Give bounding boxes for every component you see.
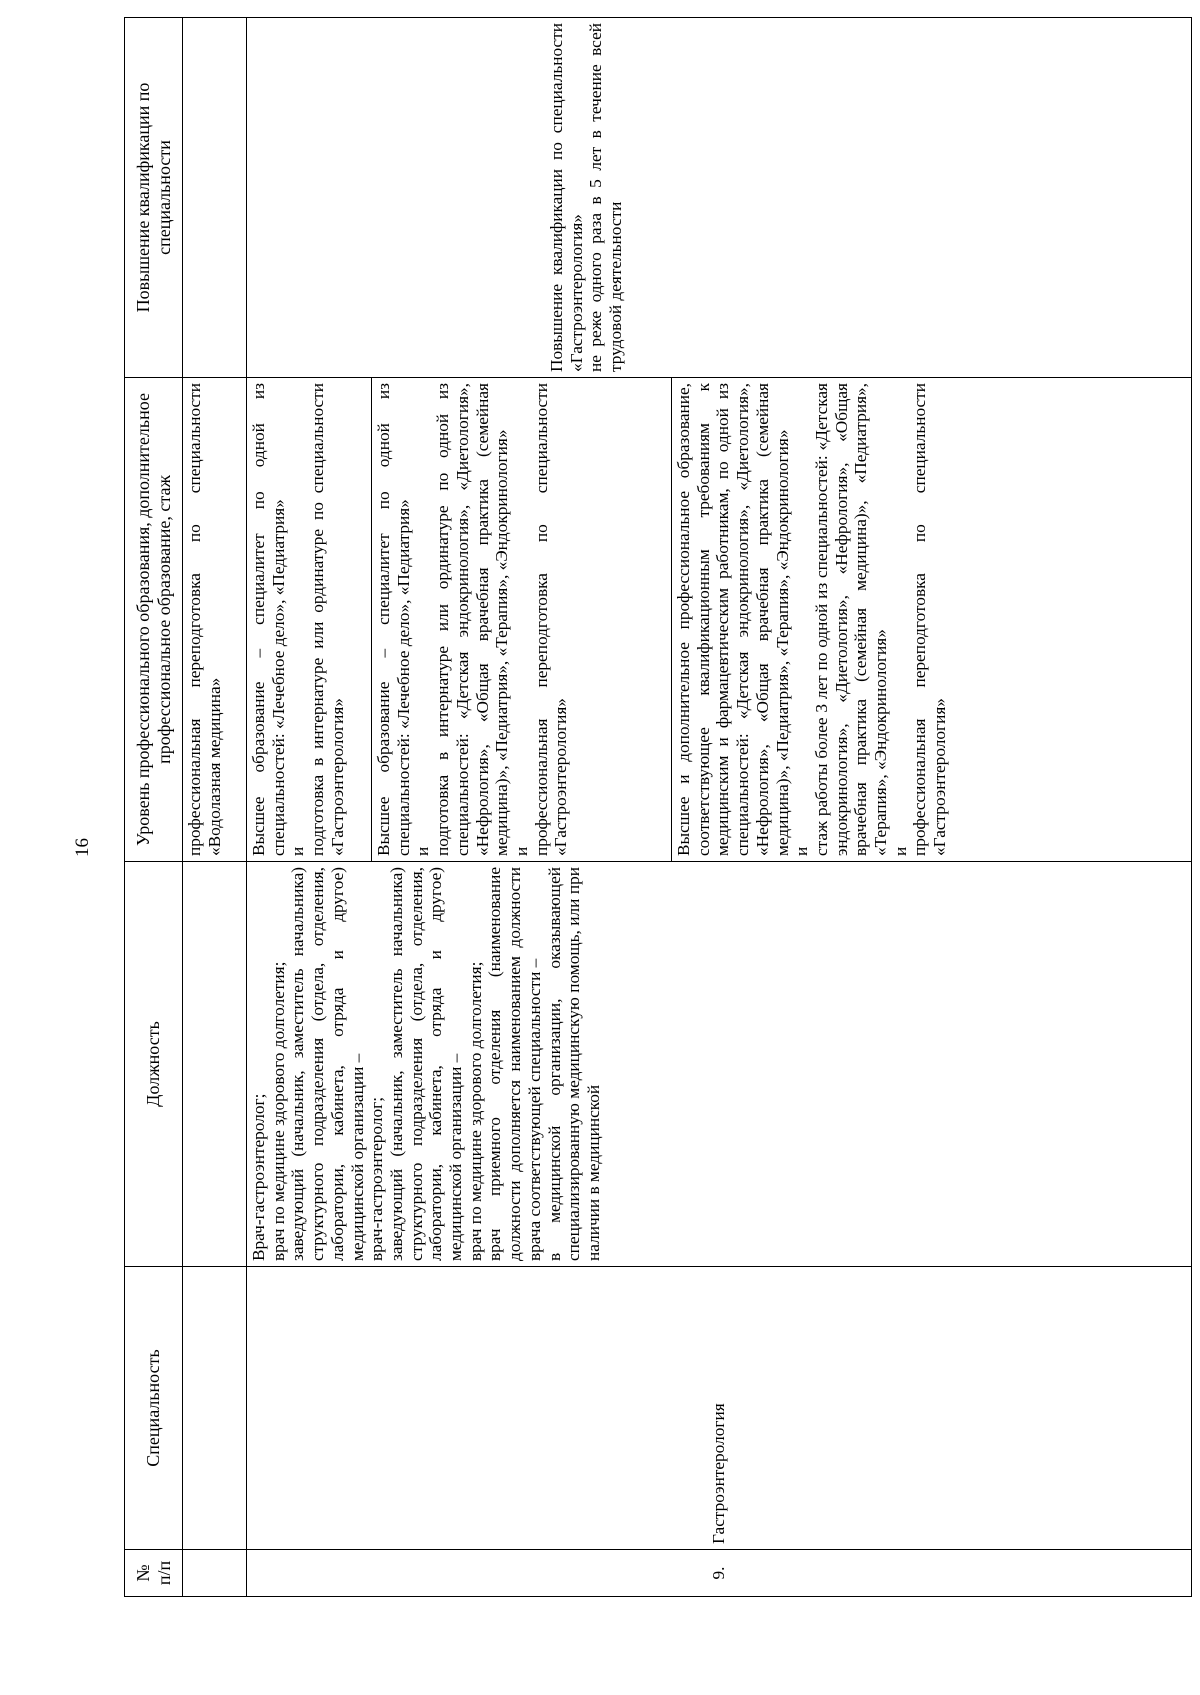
header-number: № п/п: [125, 1550, 183, 1597]
position-line: заведующий (начальник, заместитель начальника) структурного подразделения (отдела, отделения, лаборатории, кабинета, отряда и другое) медицинской организации –: [386, 867, 466, 1261]
education-line: Высшее и дополнительное профессиональное образование, соответствующее квалификационным требованиям к медицинским и фармацевтическим работникам, по одной из специальностей: «Детская эндокринология», «Диетология», «Нефрология», «Общая врачебная практика (семейная медицина)», «Педиатрия», «Терапия», «Эндокринология»: [674, 383, 792, 856]
education-line: и: [511, 846, 531, 856]
qualification-line: Повышение квалификации по специальности «Гастроэнтерология»: [547, 23, 586, 372]
education-line: стаж работы более 3 лет по одной из специальностей: «Детская эндокринология», «Диетология», «Нефрология», «Общая врачебная практика (семейная медицина)», «Педиатрия», «Терапия», «Эндокринология»: [811, 383, 891, 856]
cell-education-block-3: [672, 378, 1192, 862]
education-line: и: [890, 846, 910, 856]
header-position: Должность: [125, 862, 183, 1267]
table-row-9a: [247, 18, 372, 1597]
cell-qualification: [247, 18, 1192, 378]
header-education: Уровень профессионального образования, дополнительное профессиональное образование, стаж: [125, 378, 183, 862]
position-line: в медицинской организации, оказывающей специализированную медицинскую помощь, или при наличии в медицинской: [544, 867, 603, 1261]
table-header-row: [125, 18, 183, 1597]
education-line: Высшее образование – специалитет по одной из специальностей: «Лечебное дело», «Педиатрия»: [374, 383, 413, 856]
cell-education-continued: профессиональная переподготовка по специальности «Водолазная медицина»: [183, 378, 247, 862]
education-line: подготовка в интернатуре или ординатуре по одной из специальностей: «Детская эндокринология», «Диетология», «Нефрология», «Общая врачебная практика (семейная медицина)», «Педиатрия», «Терапия», «Эндокринология»: [433, 383, 512, 856]
cell-specialty-empty: [183, 1267, 247, 1550]
qualification-line: не реже одного раза в 5 лет в течение всей трудовой деятельности: [586, 23, 626, 372]
position-line: врач по медицине здорового долголетия;: [465, 961, 485, 1261]
education-line: Высшее образование – специалитет по одной из специальностей: «Лечебное дело», «Педиатрия»: [249, 383, 288, 856]
cell-specialty: Гастроэнтерология: [247, 1267, 1192, 1550]
qualification-table: [124, 17, 1192, 1597]
education-line: подготовка в интернатуре или ординатуре по специальности «Гастроэнтерология»: [308, 383, 347, 856]
position-line: врач по медицине здорового долголетия;: [268, 961, 288, 1261]
education-line: и: [792, 846, 812, 856]
cell-row-number: 9.: [247, 1550, 1192, 1597]
education-line: профессиональная переподготовка по специальности «Гастроэнтерология»: [531, 383, 571, 856]
header-qualification: Повышение квалификации по специальности: [125, 18, 183, 378]
page-number: 16: [72, 838, 93, 857]
education-line: и: [413, 846, 433, 856]
education-line: профессиональная переподготовка по специальности «Гастроэнтерология»: [910, 383, 950, 856]
cell-education-block-2: [372, 378, 672, 862]
cell-qualification-empty: [183, 18, 247, 378]
table-row-continued: [183, 18, 247, 1597]
position-line: Врач-гастроэнтеролог;: [249, 1093, 268, 1261]
education-line: и: [288, 846, 308, 856]
header-specialty: Специальность: [125, 1267, 183, 1550]
cell-number-empty: [183, 1550, 247, 1597]
cell-position: [247, 862, 1192, 1267]
position-line: врач-гастроэнтеролог;: [367, 1096, 387, 1261]
position-line: заведующий (начальник, заместитель начальника) структурного подразделения (отдела, отделения, лаборатории, кабинета, отряда и другое) медицинской организации –: [288, 867, 367, 1261]
cell-position-empty: [183, 862, 247, 1267]
cell-education-block-1: [247, 378, 372, 862]
position-line: врач приемного отделения (наименование должности дополняется наименованием должности врача соответствующей специальности –: [485, 867, 544, 1261]
